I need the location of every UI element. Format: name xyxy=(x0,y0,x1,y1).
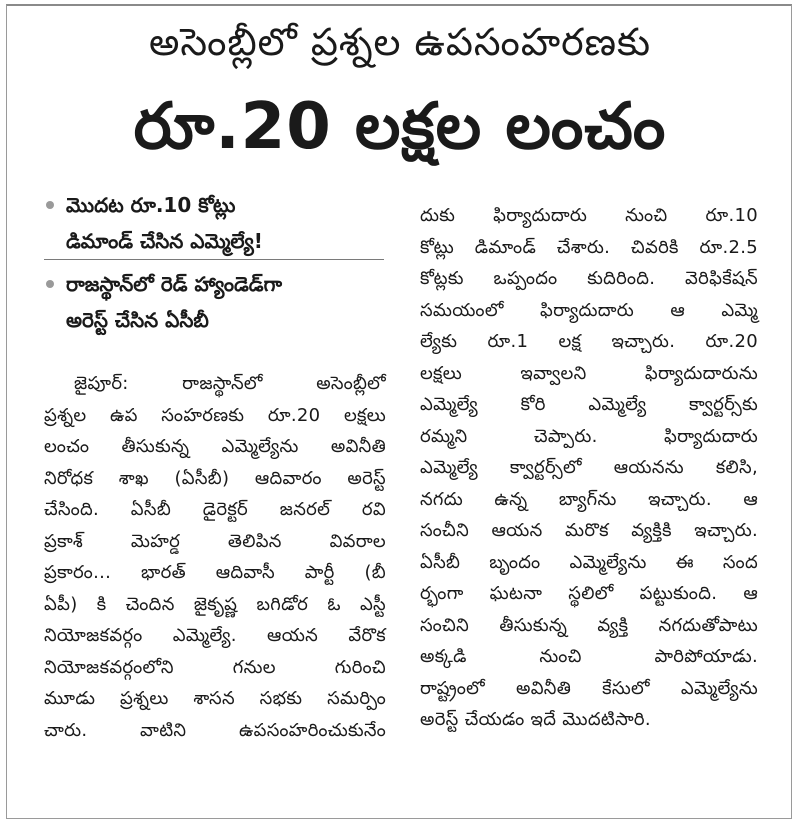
body-line: నగదు ఉన్న బ్యాగ్‌ను ఇచ్చారు. ఆ xyxy=(420,488,758,510)
body-line: అక్కడి నుంచి పారిపోయాడు. xyxy=(420,646,758,667)
body-line: నిరోధక శాఖ (ఏసీబీ) ఆదివారం అరెస్ట్ xyxy=(44,467,386,489)
body-line: ప్రకాశ్ మెహర్డ తెలిపిన వివరాల xyxy=(44,530,386,552)
article-kicker: అసెంబ్లీలో ప్రశ్నల ఉపసంహరణకు xyxy=(149,20,651,64)
body-line: కోట్లు డిమాండ్ చేశారు. చివరికి రూ.2.5 xyxy=(420,236,758,258)
body-line: రాష్ట్రంలో అవినీతి కేసులో ఎమ్మెల్యేను xyxy=(420,677,758,699)
highlight-line: డిమాండ్ చేసిన ఎమ్మెల్యే! xyxy=(66,229,263,253)
body-line: సంచీని ఆయన మరొక వ్యక్తికి ఇచ్చారు. xyxy=(420,520,758,541)
body-line: ఏపీ) కి చెందిన జైకృష్ణ బగిడోర ఓ ఎస్టీ xyxy=(44,593,386,615)
body-column-left xyxy=(44,368,386,746)
body-line: లంచం తీసుకున్న ఎమ్మెల్యేను అవినీతి xyxy=(44,436,386,457)
body-line: ఏసీబీ బృందం ఎమ్మెల్యేను ఈ సంద xyxy=(420,551,758,573)
body-line: ల్యేకు రూ.1 లక్ష ఇచ్చారు. రూ.20 xyxy=(420,331,758,352)
body-line: కోట్లకు ఒప్పందం కుదిరింది. వెరిఫికేషన్ xyxy=(420,268,758,289)
article-headline: రూ.20 లక్షల లంచం xyxy=(133,90,667,164)
body-line: లక్షలు ఇవ్వాలని ఫిర్యాదుదారును xyxy=(420,362,758,384)
body-line: ప్రశ్నల ఉప సంహరణకు రూ.20 లక్షలు xyxy=(44,404,386,426)
highlight-line: మొదట రూ.10 కోట్లు xyxy=(66,193,236,217)
body-line: సమయంలో ఫిర్యాదుదారు ఆ ఎమ్మె xyxy=(420,299,758,321)
body-line: ఎమ్మెల్యే క్వార్టర్స్‌లో ఆయనను కలిసి, xyxy=(420,457,758,478)
bullet-icon xyxy=(46,201,54,209)
highlight-item xyxy=(44,266,384,338)
column-divider xyxy=(404,196,405,786)
highlight-line: అరెస్ట్ చేసిన ఏసీబీ xyxy=(66,308,209,332)
body-line: దుకు ఫిర్యాదుదారు నుంచి రూ.10 xyxy=(420,205,758,226)
body-column-right xyxy=(420,200,758,736)
body-line: సంచిని తీసుకున్న వ్యక్తి నగదుతోపాటు xyxy=(420,614,758,636)
body-line: జైపూర్: రాజస్థాన్‌లో అసెంబ్లీలో xyxy=(74,373,386,394)
body-line: అరెస్ట్ చేయడం ఇదే మొదటిసారి. xyxy=(420,709,651,730)
body-line: ర్భంగా ఘటనా స్థలిలో పట్టుకుంది. ఆ xyxy=(420,583,758,604)
body-line: నియోజకవర్గం ఎమ్మెల్యే. ఆయన వేరొక xyxy=(44,625,386,646)
bullet-icon xyxy=(46,280,54,288)
body-line: రమ్మని చెప్పారు. ఫిర్యాదుదారు xyxy=(420,425,758,447)
highlights-box xyxy=(44,187,384,344)
highlight-line: రాజస్థాన్‌లో రెడ్ హ్యాండెడ్‌గా xyxy=(66,272,283,296)
body-line: ప్రకారం... భారత్ ఆదివాసీ పార్టీ (బీ xyxy=(44,562,386,583)
body-line: మూడు ప్రశ్నలు శాసన సభకు సమర్పిం xyxy=(44,688,386,709)
body-line: నియోజకవర్గంలోని గనుల గురించి xyxy=(44,656,386,678)
body-line: ఎమ్మెల్యే కోరి ఎమ్మెల్యే క్వార్టర్స్‌కు xyxy=(420,394,758,415)
body-line: చేసింది. ఏసీబీ డైరెక్టర్ జనరల్ రవి xyxy=(44,499,386,520)
body-line: చారు. వాటిని ఉపసంహరించుకునేం xyxy=(44,719,386,741)
highlight-item xyxy=(44,187,384,260)
